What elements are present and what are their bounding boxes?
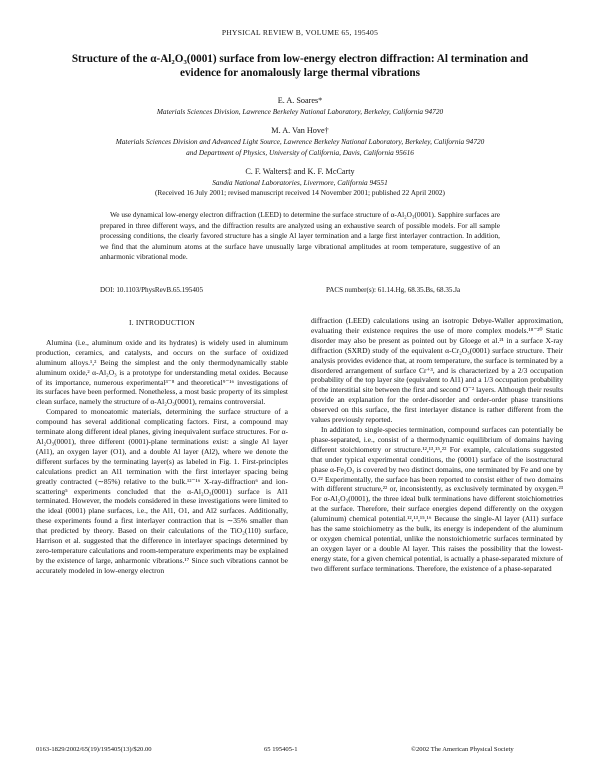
doi[interactable]: DOI: 10.1103/PhysRevB.65.195405: [100, 286, 203, 294]
author-walters-mccarty: C. F. Walters‡ and K. F. McCarty: [245, 167, 355, 176]
journal-header: PHYSICAL REVIEW B, VOLUME 65, 195405: [221, 28, 379, 37]
received-dates: (Received 16 July 2001; revised manuscript received 14 November 2001; published 22 April 2002): [155, 188, 445, 197]
author-soares: E. A. Soares*: [277, 96, 323, 105]
title-line-1: Structure of the α-Al₂O₃(0001) surface from low-energy electron diffraction: Al termination and: [71, 53, 529, 65]
abstract: We use dynamical low-energy electron diffraction (LEED) to determine the surface structure of α-Al₂O₃(0001). Sapphire surfaces are prepared in three different ways, and the diffraction results are analyzed using an exhaustive search of possible models. For all sample processing conditions, the clearly favored structure has a single Al layer termination and a large first interlayer contraction. In addition, we find that the aluminum atoms at the surface have unusually large vibrational amplitudes at room temperature, suggestive of an anharmonic vibrational mode.: [100, 210, 500, 262]
paragraph: diffraction (LEED) calculations using an isotropic Debye-Waller approximation, evaluating their existence requires the use of more complex models.¹⁸⁻²⁰ Static disorder may also be present as pointed out by Gloege et al.²¹ in a surface X-ray diffraction (SXRD) study of the equivalent α-Cr₂O₃(0001) surface structure. Their analysis provides evidence that, at room temperature, the surface is terminated by a disordered arrangement of surface Cr⁺³, and is characterized by a 2/3 occupation probability of the top layer site (equivalent to Al1) and a 1/3 occupation probability of the interstitial site between the first and second O⁻² layers. Although their results provide an explanation for the order-disorder and order-order phase transitions observed on this surface, the first interlayer distance is rather different from the values previously reported.: [311, 316, 563, 425]
affiliation-soares: Materials Sciences Division, Lawrence Berkeley National Laboratory, Berkeley, California 94720: [156, 107, 444, 116]
author-van-hove: M. A. Van Hove†: [271, 126, 329, 135]
paper-title: [40, 52, 560, 80]
paragraph: In addition to single-species termination, compound surfaces can potentially be phase-separated, i.e., consist of a thermodynamic equilibrium of domains having different stoichiometry or structure.¹²,¹³,¹⁵,²² For example, calculations suggested that under typical experimental conditions, the (0001) surface of the isostructural phase α-Fe₂O₃ is covered by two distinct domains, one terminated by Fe and one by O.²² Experimentally, the surface has been reported to consist either of two domains with different structure,²² or, inconsistently, as exclusively terminated by oxygen.²³ For α-Al₂O₃(0001), the three ideal bulk terminations have different stoichiometries at the surface. Therefore, their surface energies depend differently on the oxygen (aluminum) chemical potential.¹²,¹³,¹⁵,¹⁶ Because the single-Al layer (Al1) surface has the same stoichiometry as the bulk, its energy is independent of the aluminum or oxygen chemical potential, unlike the nonstoichiometric surfaces terminated by an oxygen layer or a double Al layer. This raises the possibility that the lowest-energy state, for a given chemical potential, is actually a phase-separated mixture of two different surface terminations. Therefore, the existence of a phase-separated: [311, 424, 563, 573]
affiliation-line: and Department of Physics, University of California, Davis, California 95616: [186, 147, 414, 157]
left-column: [36, 314, 288, 734]
right-column: [311, 316, 563, 736]
section-heading: I. INTRODUCTION: [129, 318, 195, 327]
pacs-numbers: PACS number(s): 61.14.Hg, 68.35.Bs, 68.35.Ja: [326, 286, 461, 294]
affiliation-line: Materials Sciences Division and Advanced Light Source, Lawrence Berkeley National Laboratory, Berkeley, California 94720: [115, 137, 485, 146]
affiliation-van-hove: [40, 137, 560, 158]
footer-issn: 0163-1829/2002/65(19)/195405(13)/$20.00: [36, 746, 152, 753]
affiliation-sandia: Sandia National Laboratories, Livermore, California 94551: [212, 178, 388, 187]
footer-copyright: ©2002 The American Physical Society: [411, 746, 514, 753]
paragraph: Compared to monoatomic materials, determining the surface structure of a compound has several additional complicating factors. First, a compound may terminate along different ideal planes, giving inequivalent surface structures. For α-Al₂O₃(0001), three different (0001)-plane terminations exist: a single Al layer (Al1), an oxygen layer (O1), and a double Al layer (Al2), where we denote the different surfaces by the terminating layer(s) as labeled in Fig. 1. First-principles calculations predict an Al1 termination with the first interlayer spacing being greatly contracted (∼85%) relative to the bulk.¹²⁻¹⁶ X-ray-diffraction⁶ and ion-scattering⁵ experiments concluded that the α-Al₂O₃(0001) surface is Al1 terminated. However, the models considered in these investigations were limited to the ideal (0001) plane surfaces, i.e., the Al1, O1, and Al2 surfaces. Additionally, these experiments found a first interlayer contraction that is ∼35% smaller than that predicted by theory. Based on their calculations of the TiO₂(110) surface, Harrison et al. suggested that the difference in interlayer spacings determined by zero-temperature calculations and room-temperature experiments may be explained by the existence of large, anharmonic vibrations.¹⁷ Since such vibrations cannot be accurately modeled in low-energy electron: [36, 407, 288, 575]
paragraph: Alumina (i.e., aluminum oxide and its hydrates) is widely used in aluminum production, ceramics, and catalysts, and occurs on the surface of oxidized aluminum alloys.¹,² Being the simplest and the only thermodynamically stable aluminum oxide,² α-Al₂O₃ is a prototype for understanding metal oxides. Because of its importance, numerous experimental³⁻⁸ and theoretical⁹⁻¹⁶ investigations of its surfaces have been performed. Nonetheless, a most basic property of its simplest clean surface, namely the structure of α-Al₂O₃(0001), remains controversial.: [36, 337, 288, 407]
footer-page-number: 65 195405-1: [264, 746, 298, 753]
title-line-2: evidence for anomalously large thermal vibrations: [180, 67, 420, 79]
